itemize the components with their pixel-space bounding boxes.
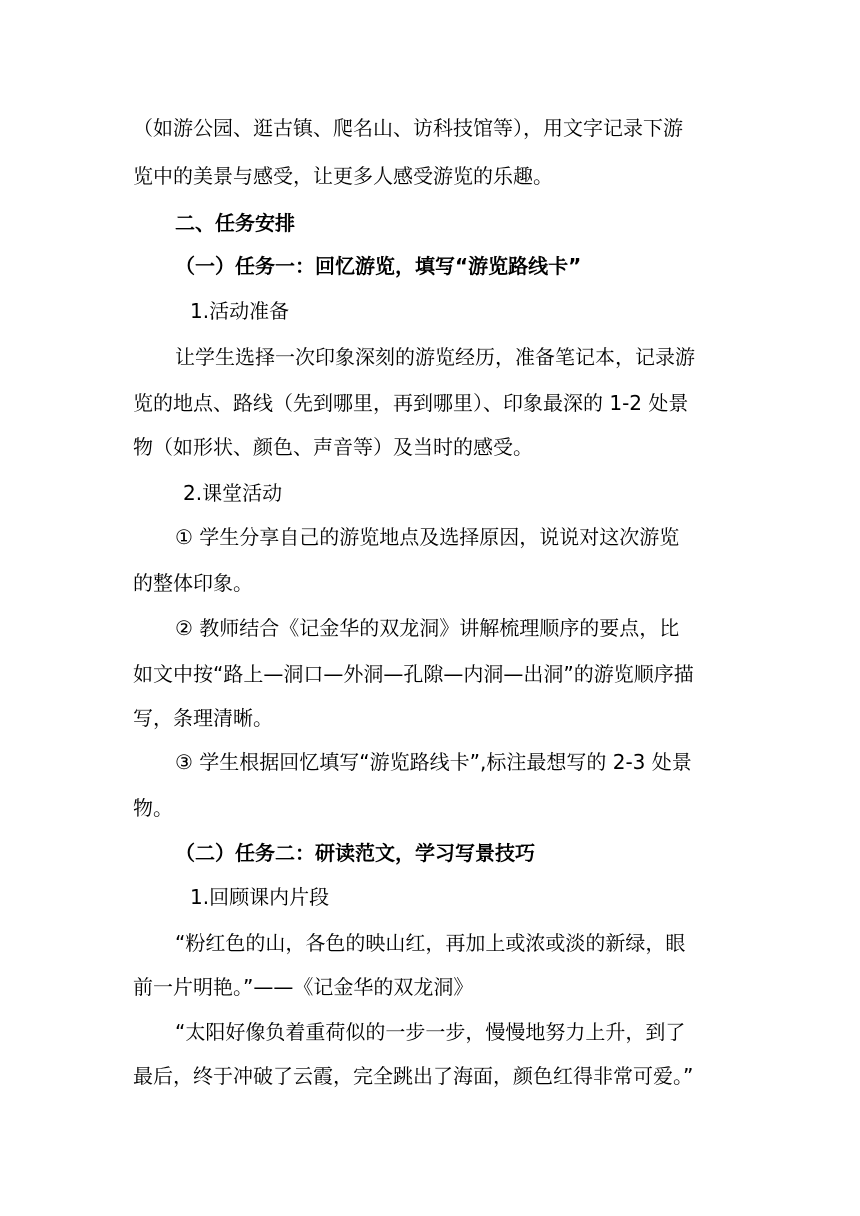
quote-line: 前一片明艳。”——《记金华的双龙洞》 [133,975,474,999]
paragraph-line: 让学生选择一次印象深刻的游览经历，准备笔记本，记录游 [175,345,695,369]
list-item-line: 写，条理清晰。 [133,706,273,730]
list-item-line: ① 学生分享自己的游览地点及选择原因，说说对这次游览 [175,525,680,549]
list-item-line: ② 教师结合《记金华的双龙洞》讲解梳理顺序的要点，比 [175,616,680,640]
paragraph-line: 物（如形状、颜色、声音等）及当时的感受。 [133,435,533,459]
paragraph-line: 览中的美景与感受，让更多人感受游览的乐趣。 [133,164,553,188]
paragraph-line: 览的地点、路线（先到哪里，再到哪里）、印象最深的 1-2 处景 [133,391,689,415]
item-heading: 1.活动准备 [190,299,290,323]
list-item-line: 物。 [133,796,173,820]
subsection-heading: （一）任务一：回忆游览，填写“游览路线卡” [175,254,582,278]
quote-line: “粉红色的山，各色的映山红，再加上或浓或淡的新绿，眼 [175,931,686,955]
section-heading: 二、任务安排 [175,211,295,235]
subsection-heading: （二）任务二：研读范文，学习写景技巧 [175,841,535,865]
item-heading: 1.回顾课内片段 [190,885,330,909]
list-item-line: ③ 学生根据回忆填写“游览路线卡”,标注最想写的 2-3 处景 [175,750,692,774]
item-heading: 2.课堂活动 [183,481,283,505]
quote-line: 最后，终于冲破了云霞，完全跳出了海面，颜色红得非常可爱。” [133,1064,694,1088]
quote-line: “太阳好像负着重荷似的一步一步，慢慢地努力上升，到了 [175,1020,686,1044]
list-item-line: 的整体印象。 [133,571,253,595]
list-item-line: 如文中按“路上—洞口—外洞—孔隙—内洞—出洞”的游览顺序描 [133,662,694,686]
paragraph-line: （如游公园、逛古镇、爬名山、访科技馆等），用文字记录下游 [133,116,683,140]
